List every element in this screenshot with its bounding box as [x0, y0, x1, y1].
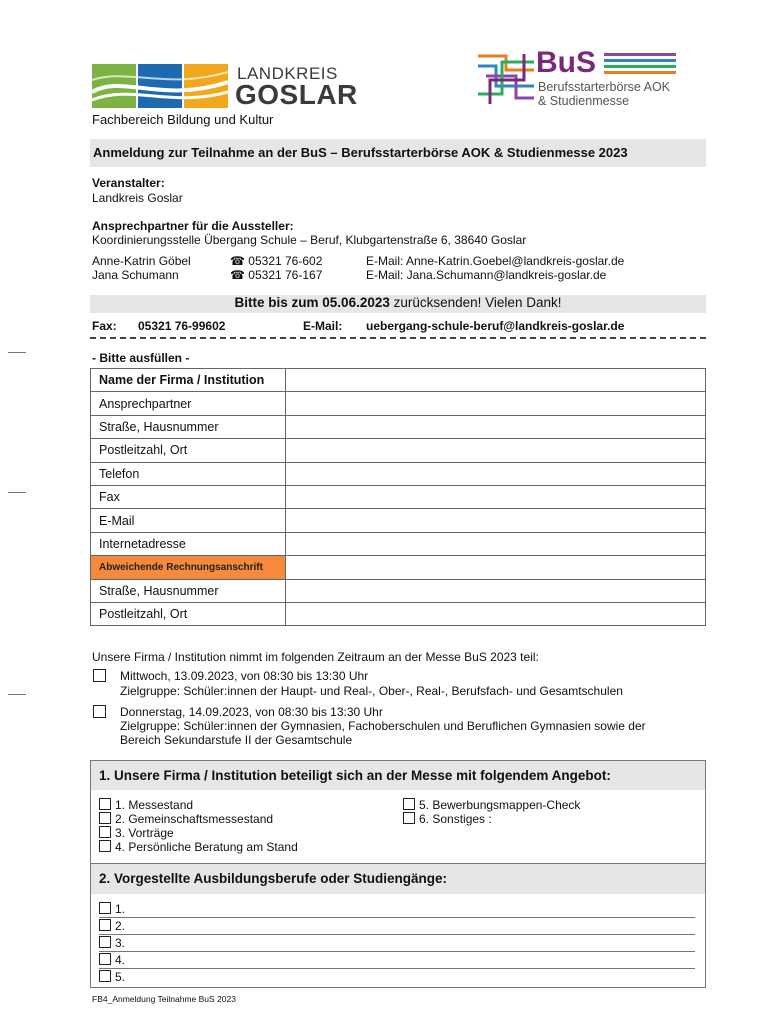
- offer-item-3[interactable]: [99, 826, 174, 840]
- table-row: [91, 415, 706, 438]
- organizer-label: Veranstalter:: [92, 176, 165, 190]
- field-input-billing[interactable]: [286, 556, 706, 579]
- divider: [99, 934, 695, 935]
- department: Fachbereich Bildung und Kultur: [92, 112, 274, 127]
- option-thursday-date: Donnerstag, 14.09.2023, von 08:30 bis 13:30 Uhr: [120, 705, 383, 719]
- offer-item-2[interactable]: [99, 812, 273, 826]
- organizer-value: Landkreis Goslar: [92, 191, 183, 205]
- bus-logo-line1: Berufsstarterbörse AOK: [538, 80, 671, 94]
- contact-phone-2-number: 05321 76-167: [248, 268, 323, 282]
- option-thursday-target: Zielgruppe: Schüler:innen der Gymnasien, Fachoberschulen und Beruflichen Gymnasien sowie der: [120, 719, 646, 733]
- field-input-email[interactable]: [286, 509, 706, 532]
- logo-text-goslar: GOSLAR: [235, 79, 358, 110]
- field-label: Postleitzahl, Ort: [91, 602, 286, 625]
- landkreis-goslar-logo: [92, 64, 362, 110]
- field-input-website[interactable]: [286, 532, 706, 555]
- checkbox-icon[interactable]: [99, 812, 111, 824]
- offer-item-5[interactable]: [403, 798, 580, 812]
- registration-form-table: [90, 368, 706, 626]
- checkbox-wednesday[interactable]: [93, 669, 106, 682]
- table-row: [91, 485, 706, 508]
- field-input-company[interactable]: [286, 369, 706, 392]
- field-label: Internetadresse: [91, 532, 286, 555]
- offer-label: 6. Sonstiges :: [419, 812, 492, 826]
- field-input-billing-zip-city[interactable]: [286, 602, 706, 625]
- field-label: E-Mail: [91, 509, 286, 532]
- field-input-billing-street[interactable]: [286, 579, 706, 602]
- field-input-fax[interactable]: [286, 485, 706, 508]
- profession-label: 2.: [115, 919, 126, 933]
- field-label: Straße, Hausnummer: [91, 579, 286, 602]
- field-label: Ansprechpartner: [91, 392, 286, 415]
- field-label: Telefon: [91, 462, 286, 485]
- section-professions: [90, 864, 706, 988]
- contact-address: Koordinierungsstelle Übergang Schule – Beruf, Klubgartenstraße 6, 38640 Goslar: [92, 233, 527, 247]
- offer-label: 4. Persönliche Beratung am Stand: [115, 840, 298, 854]
- contact-phone-1: [230, 254, 322, 268]
- checkbox-icon[interactable]: [99, 840, 111, 852]
- table-row: [91, 462, 706, 485]
- table-row: [91, 392, 706, 415]
- section-professions-header: [91, 864, 705, 894]
- title-bar: [90, 139, 706, 167]
- checkbox-icon[interactable]: [99, 970, 111, 982]
- phone-icon: ☎: [230, 254, 245, 268]
- table-row: [91, 579, 706, 602]
- field-input-zip-city[interactable]: [286, 439, 706, 462]
- field-label: Postleitzahl, Ort: [91, 439, 286, 462]
- option-thursday-target-2: Bereich Sekundarstufe II der Gesamtschule: [120, 733, 353, 747]
- phone-icon: ☎: [230, 268, 245, 282]
- contact-phone-1-number: 05321 76-602: [248, 254, 323, 268]
- participation-intro: Unsere Firma / Institution nimmt im folgenden Zeitraum an der Messe BuS 2023 teil:: [92, 650, 539, 664]
- contact-label: Ansprechpartner für die Aussteller:: [92, 219, 294, 233]
- offer-label: 1. Messestand: [115, 798, 194, 812]
- section-offer-header: [91, 761, 705, 790]
- checkbox-icon[interactable]: [99, 902, 111, 914]
- field-input-phone[interactable]: [286, 462, 706, 485]
- offer-label: 5. Bewerbungsmappen-Check: [419, 798, 581, 812]
- checkbox-icon[interactable]: [99, 953, 111, 965]
- page-title: Anmeldung zur Teilnahme an der BuS – Berufsstarterbörse AOK & Studienmesse 2023: [93, 145, 628, 160]
- checkbox-icon[interactable]: [99, 798, 111, 810]
- profession-item-2[interactable]: [99, 919, 125, 933]
- section-offer-title: 1. Unsere Firma / Institution beteiligt sich an der Messe mit folgendem Angebot:: [99, 768, 611, 783]
- table-row: [91, 602, 706, 625]
- profession-label: 4.: [115, 953, 126, 967]
- margin-mark: [8, 694, 26, 695]
- divider: [99, 968, 695, 969]
- table-row: [91, 369, 706, 392]
- contact-name-1: Anne-Katrin Göbel: [92, 254, 191, 268]
- profession-label: 5.: [115, 970, 126, 984]
- fill-hint: - Bitte ausfüllen -: [92, 351, 190, 365]
- offer-label: 3. Vorträge: [115, 826, 174, 840]
- table-row: [91, 509, 706, 532]
- profession-item-5[interactable]: [99, 970, 125, 984]
- checkbox-icon[interactable]: [99, 826, 111, 838]
- table-row: [91, 532, 706, 555]
- checkbox-icon[interactable]: [403, 812, 415, 824]
- contact-phone-2: [230, 268, 322, 282]
- cut-line: [90, 337, 706, 339]
- section-offer: [90, 760, 706, 864]
- deadline-bold: Bitte bis zum 05.06.2023: [234, 295, 390, 310]
- offer-label: 2. Gemeinschaftsmessestand: [115, 812, 274, 826]
- deadline-rest: zurücksenden! Vielen Dank!: [389, 295, 562, 310]
- checkbox-icon[interactable]: [99, 936, 111, 948]
- bus-lines-icon: [476, 50, 536, 108]
- field-label-billing: Abweichende Rechnungsanschrift: [91, 556, 286, 579]
- margin-mark: [8, 352, 26, 353]
- field-input-street[interactable]: [286, 415, 706, 438]
- divider: [99, 951, 695, 952]
- bus-logo: [476, 46, 686, 110]
- profession-label: 3.: [115, 936, 126, 950]
- deadline-bar: [90, 295, 706, 313]
- field-input-contact[interactable]: [286, 392, 706, 415]
- field-label: Name der Firma / Institution: [91, 369, 286, 392]
- divider: [99, 917, 695, 918]
- fax-email-value: uebergang-schule-beruf@landkreis-goslar.de: [366, 319, 625, 333]
- offer-item-4[interactable]: [99, 840, 298, 854]
- profession-label: 1.: [115, 902, 126, 916]
- table-row: [91, 556, 706, 579]
- checkbox-thursday[interactable]: [93, 705, 106, 718]
- bus-stripes-icon: [604, 52, 676, 78]
- contact-email-2: E-Mail: Jana.Schumann@landkreis-goslar.de: [366, 268, 607, 282]
- landkreis-waves-icon: [92, 64, 228, 108]
- table-row: [91, 439, 706, 462]
- bus-logo-text: BuS: [536, 46, 596, 79]
- option-wednesday-date: Mittwoch, 13.09.2023, von 08:30 bis 13:30 Uhr: [120, 669, 369, 683]
- option-wednesday-target: Zielgruppe: Schüler:innen der Haupt- und Real-, Ober-, Real-, Berufsfach- und Gesamtschulen: [120, 684, 623, 698]
- checkbox-icon[interactable]: [99, 919, 111, 931]
- offer-item-6[interactable]: [403, 812, 492, 826]
- profession-item-1[interactable]: [99, 902, 125, 916]
- profession-item-4[interactable]: [99, 953, 125, 967]
- margin-mark: [8, 492, 26, 493]
- fax-value: 05321 76-99602: [138, 319, 226, 333]
- section-professions-title: 2. Vorgestellte Ausbildungsberufe oder Studiengänge:: [99, 871, 448, 886]
- contact-name-2: Jana Schumann: [92, 268, 179, 282]
- bus-logo-line2: & Studienmesse: [538, 94, 630, 108]
- fax-label: Fax:: [92, 319, 117, 333]
- contact-email-1: E-Mail: Anne-Katrin.Goebel@landkreis-goslar.de: [366, 254, 625, 268]
- field-label: Fax: [91, 485, 286, 508]
- profession-item-3[interactable]: [99, 936, 125, 950]
- fax-email-label: E-Mail:: [303, 319, 343, 333]
- logo-text-landkreis: LANDKREIS: [237, 64, 338, 83]
- footer-text: FB4_Anmeldung Teilnahme BuS 2023: [92, 994, 236, 1004]
- field-label: Straße, Hausnummer: [91, 415, 286, 438]
- checkbox-icon[interactable]: [403, 798, 415, 810]
- offer-item-1[interactable]: [99, 798, 193, 812]
